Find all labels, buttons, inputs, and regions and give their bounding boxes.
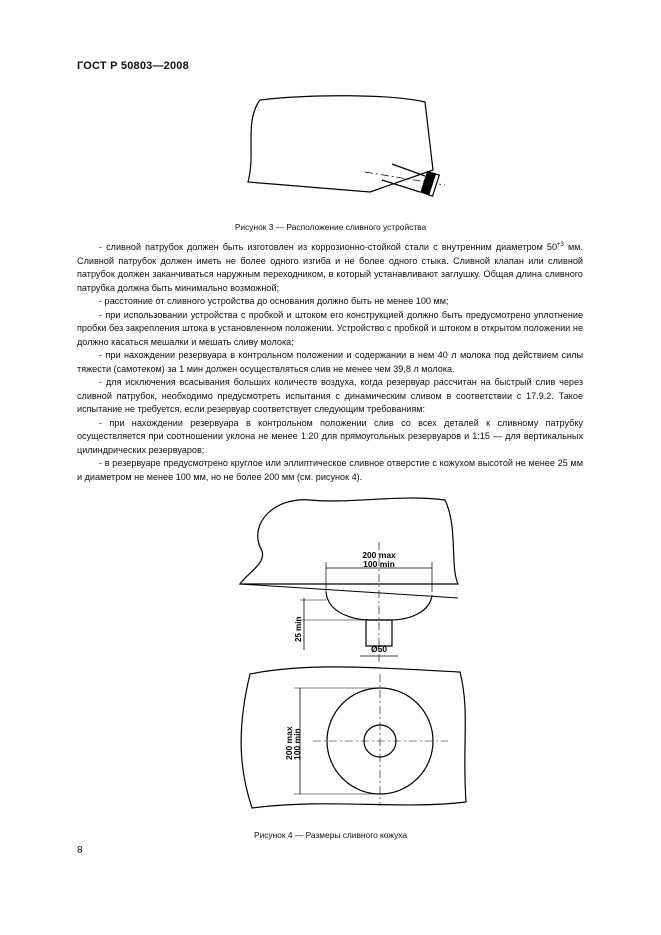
dim-height: 25 min — [294, 616, 303, 642]
figure-4-caption: Рисунок 4 — Размеры сливного кожуха — [253, 830, 408, 840]
dim-top-min: 100 min — [363, 559, 395, 569]
paragraph-1: - сливной патрубок должен быть изготовлен из коррозионно-стойкой стали с внутренним диаметром $50^{+3}$ мм. Сливной патрубок должен иметь не более одного изгиба и не более одного стыка. Сливной клапан или сливной патрубок должен заканчиваться наружным переходником, в который устанавливают заглушку. Общая длина сливного патрубка должна быть минимально возможной; — [77, 241, 583, 293]
dim-side-max: 200 max — [284, 726, 294, 760]
figure-4-drain-cover — [230, 492, 480, 822]
dim-side-min: 100 min — [292, 728, 302, 760]
document-header: ГОСТ Р 50803—2008 — [77, 60, 189, 72]
paragraph-5: - для исключения всасывания больших количеств воздуха, когда резервуар рассчитан на быстрый слив через сливной патрубок, необходимо предусмотреть испытания с динамическим сливом в соответствии с 17.9.2. Такое испытание не требуется, если резервуар соответствует следующим требованиям: — [77, 377, 583, 414]
body-text — [77, 241, 583, 484]
dim-top-max: 200 max — [362, 550, 396, 560]
figure-3-caption: Рисунок 3 — Расположение сливного устройства — [234, 222, 427, 232]
figure-3-drain-location — [240, 92, 450, 217]
paragraph-4: - при нахождении резервуара в контрольном положении и содержании в нем 40 л молока под действием силы тяжести (самотеком) за 1 мин должен осуществляться слив не менее чем 39,8 л молока. — [77, 350, 583, 374]
tank-outline — [248, 96, 433, 192]
tank-side-outline — [240, 498, 458, 584]
paragraph-3: - при использовании устройства с пробкой и штоком его конструкцией должно быть предусмотрено уплотнение пробки без закрепления штока в установленном положении. Устройство с пробкой и штоком в открытом положении не должно касаться мешалки и мешать сливу молока; — [77, 309, 583, 347]
paragraph-7: - в резервуаре предусмотрено круглое или эллиптическое сливное отверстие с кожухом высотой не менее 25 мм и диаметром не менее 100 мм, но не более 200 мм (см. рисунок 4). — [77, 458, 583, 482]
paragraph-2: - расстояние от сливного устройства до основания должно быть не менее 100 мм; — [99, 296, 449, 306]
paragraph-6: - при нахождении резервуара в контрольном положении слив со всех деталей к сливному патрубку осуществляется при соотношении уклона не менее 1:20 для прямоугольных резервуаров и 1:15 — для вертикальных цилиндрических резервуаров; — [77, 417, 583, 455]
bottom-line — [240, 584, 458, 598]
page-number: 8 — [77, 845, 83, 856]
dim-pipe: Ø50 — [370, 644, 388, 654]
